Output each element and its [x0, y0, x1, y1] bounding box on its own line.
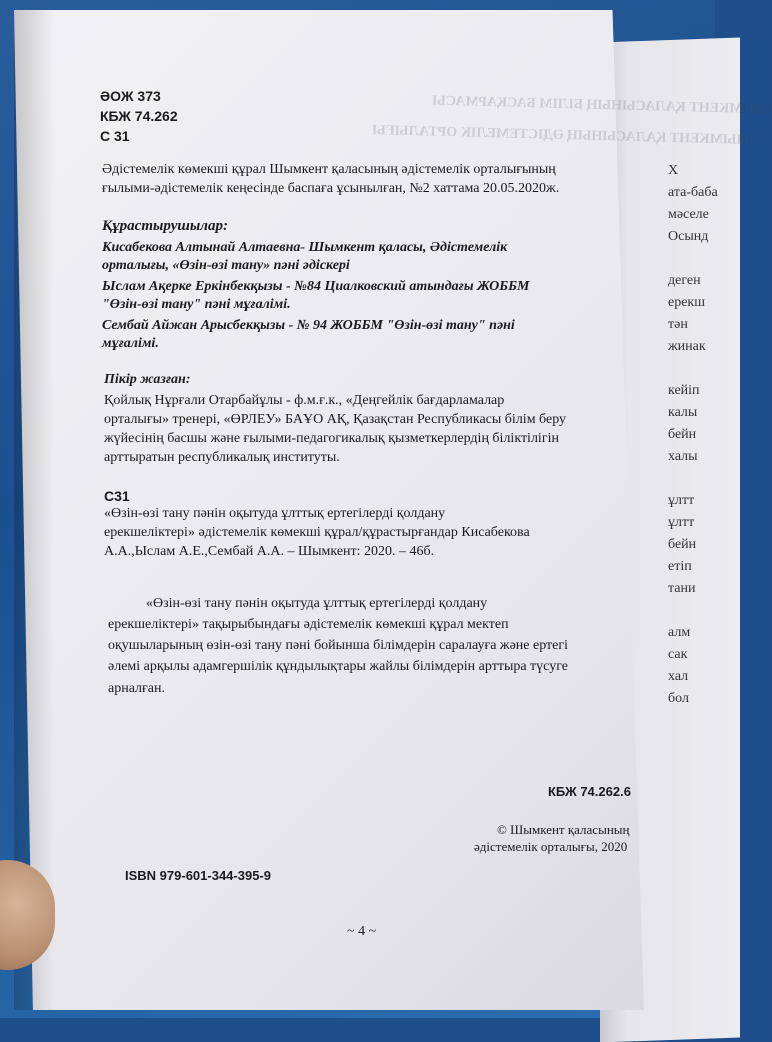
annotation-line: «Өзін-өзі тану пәнін оқытуда ұлттық ертегілерді қолдану [146, 596, 488, 611]
facing-page-fragment: ерекш [668, 295, 706, 310]
reviewer-line: Қойлық Нұрғали Отарбайұлы - ф.м.ғ.к., «Деңгейлік бағдарламалар [104, 393, 505, 408]
facing-page-fragment: хал [668, 669, 689, 684]
copyright-line: © Шымкент қаласының [497, 822, 630, 837]
facing-page-fragment: жинак [668, 339, 706, 354]
facing-page-fragment: Осынд [668, 229, 709, 244]
facing-page-fragment: алм [668, 625, 691, 640]
facing-page-fragment: деген [668, 273, 701, 288]
compiler-line: "Өзін-өзі тану" пәні мұғалімі. [102, 297, 291, 312]
annotation-line: әлемі арқылы адамгершілік құндылықтары жайлы білімдерін арттыра түсуге [108, 659, 568, 674]
catalog-line: А.А.,Ыслам А.Е.,Сембай А.А. – Шымкент: 2020. – 46б. [104, 544, 435, 559]
facing-page-fragment: тани [668, 581, 696, 596]
bleed-through-text: ШЫМКЕНТ ҚАЛАСЫНЫҢ БІЛІМ БАСҚАРМАСЫ [431, 93, 772, 118]
annotation-line: оқушыларының өзін-өзі тану пәні бойынша білімдерін саралауға және ертегі [108, 638, 569, 653]
facing-page-fragment: тән [668, 317, 688, 332]
compiler-line: Сембай Айжан Арысбекқызы - № 94 ЖОББМ "Өзін-өзі тану" пәні [102, 318, 515, 333]
reviewer-line: жүйесінің басшы және ғылыми-педагогикалық қызметкерлердің біліктілігін [104, 431, 559, 446]
facing-page-fragment: калы [668, 405, 698, 420]
catalog-line: «Өзін-өзі тану пәнін оқытуда ұлттық ертегілерді қолдану [104, 506, 446, 521]
facing-page-fragment: ата-баба [668, 185, 718, 200]
bleed-through-text: ШЫМКЕНТ ҚАЛАСЫНЫҢ ӘДІСТЕМЕЛІК ОРТАЛЫҒЫ [371, 123, 753, 148]
facing-page-fragment: халы [668, 449, 698, 464]
compiler-line: мұғалімі. [102, 336, 159, 351]
page-number: ~ 4 ~ [347, 924, 377, 939]
bbk-code: КБЖ 74.262 [100, 108, 178, 124]
catalog-line: ерекшеліктері» әдістемелік көмекші құрал/құрастырғандар Кисабекова [104, 525, 530, 540]
facing-page-fragment: Х [668, 163, 679, 178]
copyright-line: әдістемелік орталығы, 2020 [474, 839, 628, 854]
facing-page-fragment: бейн [668, 537, 697, 552]
annotation-line: арналған. [108, 681, 165, 696]
facing-page-fragment: ұлтт [668, 493, 695, 508]
isbn: ISBN 979-601-344-395-9 [125, 868, 271, 883]
reviewer-heading: Пікір жазған: [104, 372, 191, 387]
bbk-full-code: КБЖ 74.262.6 [548, 784, 631, 799]
catalog-mark: С31 [104, 488, 130, 504]
facing-page-fragment: мәселе [668, 207, 709, 222]
author-mark: С 31 [100, 128, 130, 144]
compiler-line: Кисабекова Алтынай Алтаевна- Шымкент қаласы, Әдістемелік [102, 240, 508, 255]
facing-page-fragment: бол [668, 691, 689, 706]
compilers-heading: Құрастырушылар: [102, 218, 228, 234]
udc-code: ӘОЖ 373 [100, 88, 161, 104]
reviewer-line: арттыратын республикалық институты. [104, 450, 340, 465]
reviewer-line: орталығы» тренері, «ӨРЛЕУ» БАҰО АҚ, Қазақстан Республикасы білім беру [104, 412, 567, 427]
approval-line: ғылыми-әдістемелік кеңесінде баспаға ұсынылған, №2 хаттама 20.05.2020ж. [102, 181, 560, 196]
approval-line: Әдістемелік көмекші құрал Шымкент қаласының әдістемелік орталығының [102, 162, 556, 177]
annotation-line: ерекшеліктері» тақырыбындағы әдістемелік көмекші құрал мектеп [108, 617, 509, 632]
compiler-line: орталығы, «Өзін-өзі тану» пәні әдіскері [102, 258, 350, 273]
facing-page-fragment: етіп [668, 559, 692, 574]
facing-page-fragment: кейіп [668, 383, 700, 398]
facing-page-fragment: ұлтт [668, 515, 695, 530]
compiler-line: Ыслам Ақерке Еркінбекқызы - №84 Циалковский атындағы ЖОББМ [102, 279, 530, 294]
facing-page-fragment: сак [668, 647, 688, 662]
facing-page-fragment: бейн [668, 427, 697, 442]
